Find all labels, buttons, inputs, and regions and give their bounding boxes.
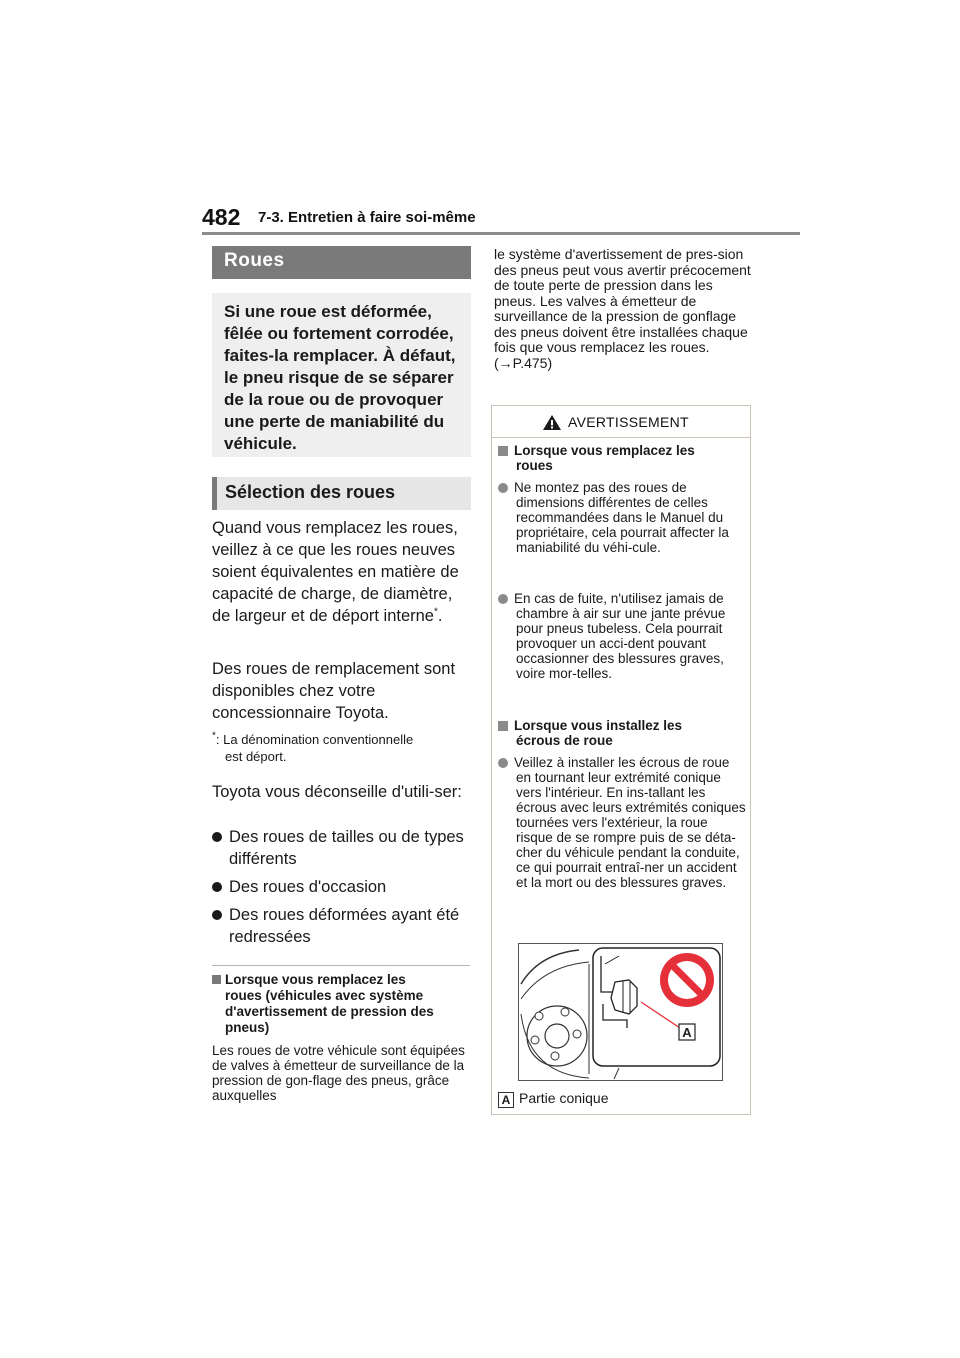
footnote-star: * [212,730,216,742]
caption-text: Partie conique [519,1090,609,1106]
figure-label: A [682,1025,692,1040]
footnote-ref: * [434,606,438,618]
paragraph-tpms-continued [494,247,756,371]
circle-bullet-icon [498,594,508,604]
warning-item-text: En cas de fuite, n'utilisez jamais de chambre à air sur une jante prévue pour pneus tubeless. Cela pourrait provoquer un acci-dent pouvant occasionner des blessures graves, voire mor-telles. [514,591,726,681]
subsection-marker [212,477,217,510]
caption-label: A [498,1092,514,1108]
paragraph-replacement: Des roues de remplacement sont disponibles chez votre concessionnaire Toyota. [212,660,456,722]
bullet-dot [212,910,222,920]
bullet-dot [212,832,222,842]
wheel-nut-drawing [519,944,722,1080]
list-item [212,826,474,870]
sub-heading-line1: Lorsque vous remplacez les [225,972,406,987]
paragraph-tpms: Les roues de votre véhicule sont équipées de valves à émetteur de surveillance de la pression de gon-flage des pneus, grâce auxquelles [212,1043,465,1103]
warning-triangle-icon [542,414,562,431]
footnote-line1: : La dénomination conventionnelle [215,732,414,747]
note-box [212,293,471,457]
subsection-title-bar [212,477,471,510]
running-header: 7-3. Entretien à faire soi-même [258,209,476,226]
note-text: Si une roue est déformée, fêlée ou fortement corrodée, faites-la remplacer. À défaut, le pneu risque de se séparer de la roue ou de provoquer une perte de maniabilité du véhicule. [224,302,456,453]
warning-item-text: Veillez à installer les écrous de roue en tournant leur extrémité conique vers l'intérieur. En ins-tallant les écrous avec leurs extrémités coniques tournées vers l'extérieur, la roue risque de se rompre puis de se déta-cher du véhicule pendant la conduite, ce qui pourrait entraî-ner un accident et la mort ou des blessures graves. [514,755,746,890]
sub-heading-rest: roues (véhicules avec système d'avertissement de pression des pneus) [225,988,434,1035]
subsection-title: Sélection des roues [225,482,396,502]
list-item-text: Des roues d'occasion [229,878,387,896]
warning-item-2 [498,591,748,681]
warning-heading-line1: Lorsque vous installez les [514,718,683,733]
square-bullet-icon [498,721,508,731]
circle-bullet-icon [498,758,508,768]
circle-bullet-icon [498,483,508,493]
warning-item-text: Ne montez pas des roues de dimensions différentes de celles recommandées dans le Manuel du propriétaire, cela pourrait affecter la maniabilité du véhi-cule. [514,480,729,555]
square-bullet-icon [498,446,508,456]
warning-heading-2 [498,718,748,748]
paragraph-wheel-selection [212,517,474,627]
paragraph-text: Quand vous remplacez les roues, veillez à ce que les roues neuves soient équivalentes en matière de capacité de charge, de diamètre, de largeur et de déport interne [212,519,459,625]
warning-item-3 [498,755,748,890]
bullet-dot [212,882,222,892]
page-number: 482 [202,204,241,230]
warning-heading-line2: écrous de roue [516,733,613,748]
list-item-text: Des roues déformées ayant été redressées [229,906,460,946]
footnote [212,731,474,765]
section-title-bar [212,246,471,279]
list-item-text: Des roues de tailles ou de types différents [229,828,464,868]
paragraph-advice: Toyota vous déconseille d'utili-ser: [212,783,462,801]
warning-item-1 [498,480,748,555]
list-item [212,904,474,948]
paragraph-end: . [437,607,443,625]
prohibition-icon [660,953,714,1007]
section-title: Roues [224,250,285,271]
bullet-list [212,826,474,954]
warning-heading-line1: Lorsque vous remplacez les [514,443,695,458]
warning-heading-line2: roues [516,458,553,473]
warning-title: AVERTISSEMENT [568,414,689,430]
header-rule [202,232,800,235]
wheel-nut-illustration [518,943,723,1081]
page-reference: (→P.475) [494,354,553,371]
footnote-line2: est déport. [225,749,287,764]
warning-heading-1 [498,443,748,473]
sub-heading [212,972,474,1036]
paragraph-text: le système d'avertissement de pres-sion des pneus peut vous avertir précocement de toute perte de pression dans les pneus. Les valves à émetteur de surveillance de la pression de gonflage des pneus doivent être installées chaque fois que vous remplacez les roues. [494,246,751,355]
square-bullet-icon [212,975,221,984]
divider [212,965,470,966]
figure-caption [498,1090,609,1108]
warning-header [492,406,750,438]
list-item [212,876,474,898]
